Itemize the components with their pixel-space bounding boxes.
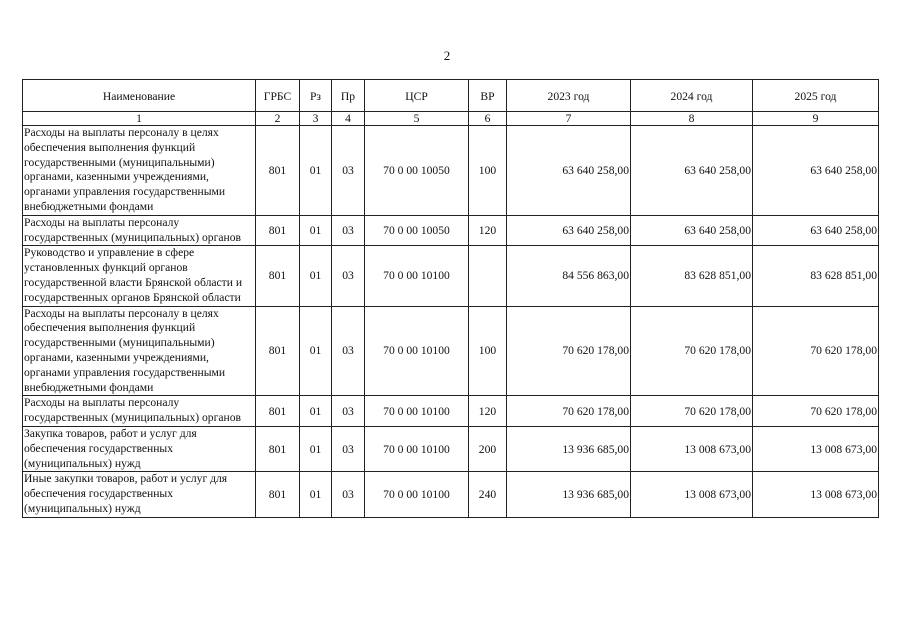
row-name: Расходы на выплаты персоналу в целях обеспечения выполнения функций государственными (муниципальными) органами, казенными учреждениями, органами управления государственными внебюджетными фондами xyxy=(23,126,256,216)
column-number: 3 xyxy=(300,112,332,126)
row-vr: 120 xyxy=(469,215,507,246)
row-amount-2025: 63 640 258,00 xyxy=(753,126,879,216)
row-csr: 70 0 00 10050 xyxy=(365,126,469,216)
table-row xyxy=(23,126,879,216)
header-2023: 2023 год xyxy=(507,80,631,112)
column-number: 2 xyxy=(256,112,300,126)
row-pr: 03 xyxy=(332,126,365,216)
row-csr: 70 0 00 10100 xyxy=(365,426,469,471)
row-amount-2025: 13 008 673,00 xyxy=(753,472,879,517)
row-amount-2025: 63 640 258,00 xyxy=(753,215,879,246)
column-number: 6 xyxy=(469,112,507,126)
row-name: Расходы на выплаты персоналу государственных (муниципальных) органов xyxy=(23,396,256,427)
row-amount-2023: 84 556 863,00 xyxy=(507,246,631,306)
row-vr: 120 xyxy=(469,396,507,427)
row-amount-2024: 83 628 851,00 xyxy=(631,246,753,306)
row-amount-2024: 13 008 673,00 xyxy=(631,426,753,471)
row-grbs: 801 xyxy=(256,306,300,396)
header-name: Наименование xyxy=(23,80,256,112)
page-number: 2 xyxy=(443,48,451,63)
row-pr: 03 xyxy=(332,472,365,517)
row-name: Закупка товаров, работ и услуг для обеспечения государственных (муниципальных) нужд xyxy=(23,426,256,471)
row-amount-2025: 70 620 178,00 xyxy=(753,396,879,427)
table-row xyxy=(23,215,879,246)
header-csr: ЦСР xyxy=(365,80,469,112)
row-vr: 240 xyxy=(469,472,507,517)
row-name: Руководство и управление в сфере установленных функций органов государственной власти Брянской области и государственных органов Брянской области xyxy=(23,246,256,306)
row-amount-2023: 13 936 685,00 xyxy=(507,426,631,471)
column-number: 8 xyxy=(631,112,753,126)
column-number: 9 xyxy=(753,112,879,126)
row-rz: 01 xyxy=(300,472,332,517)
table-body xyxy=(23,126,879,518)
row-vr: 100 xyxy=(469,126,507,216)
column-number: 5 xyxy=(365,112,469,126)
row-name: Иные закупки товаров, работ и услуг для обеспечения государственных (муниципальных) нужд xyxy=(23,472,256,517)
header-grbs: ГРБС xyxy=(256,80,300,112)
row-csr: 70 0 00 10100 xyxy=(365,246,469,306)
row-amount-2023: 70 620 178,00 xyxy=(507,396,631,427)
header-row xyxy=(23,80,879,112)
row-name: Расходы на выплаты персоналу в целях обеспечения выполнения функций государственными (муниципальными) органами, казенными учреждениями, органами управления государственными внебюджетными фондами xyxy=(23,306,256,396)
row-grbs: 801 xyxy=(256,472,300,517)
row-amount-2023: 63 640 258,00 xyxy=(507,215,631,246)
row-rz: 01 xyxy=(300,426,332,471)
row-vr xyxy=(469,246,507,306)
row-pr: 03 xyxy=(332,246,365,306)
row-rz: 01 xyxy=(300,215,332,246)
row-rz: 01 xyxy=(300,306,332,396)
budget-table xyxy=(22,79,879,518)
row-vr: 200 xyxy=(469,426,507,471)
column-number-row xyxy=(23,112,879,126)
column-number: 1 xyxy=(23,112,256,126)
row-pr: 03 xyxy=(332,215,365,246)
row-csr: 70 0 00 10100 xyxy=(365,472,469,517)
row-csr: 70 0 00 10050 xyxy=(365,215,469,246)
row-amount-2025: 13 008 673,00 xyxy=(753,426,879,471)
table-row xyxy=(23,426,879,471)
row-grbs: 801 xyxy=(256,396,300,427)
row-amount-2023: 63 640 258,00 xyxy=(507,126,631,216)
row-amount-2025: 70 620 178,00 xyxy=(753,306,879,396)
row-rz: 01 xyxy=(300,396,332,427)
row-grbs: 801 xyxy=(256,215,300,246)
row-rz: 01 xyxy=(300,246,332,306)
row-rz: 01 xyxy=(300,126,332,216)
header-pr: Пр xyxy=(332,80,365,112)
column-number: 7 xyxy=(507,112,631,126)
header-vr: ВР xyxy=(469,80,507,112)
row-csr: 70 0 00 10100 xyxy=(365,396,469,427)
row-grbs: 801 xyxy=(256,426,300,471)
header-2024: 2024 год xyxy=(631,80,753,112)
row-amount-2023: 13 936 685,00 xyxy=(507,472,631,517)
row-grbs: 801 xyxy=(256,126,300,216)
row-amount-2024: 70 620 178,00 xyxy=(631,396,753,427)
row-pr: 03 xyxy=(332,396,365,427)
row-name: Расходы на выплаты персоналу государственных (муниципальных) органов xyxy=(23,215,256,246)
header-rz: Рз xyxy=(300,80,332,112)
row-pr: 03 xyxy=(332,426,365,471)
row-amount-2025: 83 628 851,00 xyxy=(753,246,879,306)
row-grbs: 801 xyxy=(256,246,300,306)
table-row xyxy=(23,396,879,427)
row-pr: 03 xyxy=(332,306,365,396)
row-amount-2024: 63 640 258,00 xyxy=(631,126,753,216)
column-number: 4 xyxy=(332,112,365,126)
row-amount-2024: 13 008 673,00 xyxy=(631,472,753,517)
header-2025: 2025 год xyxy=(753,80,879,112)
row-amount-2024: 63 640 258,00 xyxy=(631,215,753,246)
row-csr: 70 0 00 10100 xyxy=(365,306,469,396)
table-row xyxy=(23,246,879,306)
row-amount-2024: 70 620 178,00 xyxy=(631,306,753,396)
row-amount-2023: 70 620 178,00 xyxy=(507,306,631,396)
table-row xyxy=(23,472,879,517)
table-row xyxy=(23,306,879,396)
row-vr: 100 xyxy=(469,306,507,396)
